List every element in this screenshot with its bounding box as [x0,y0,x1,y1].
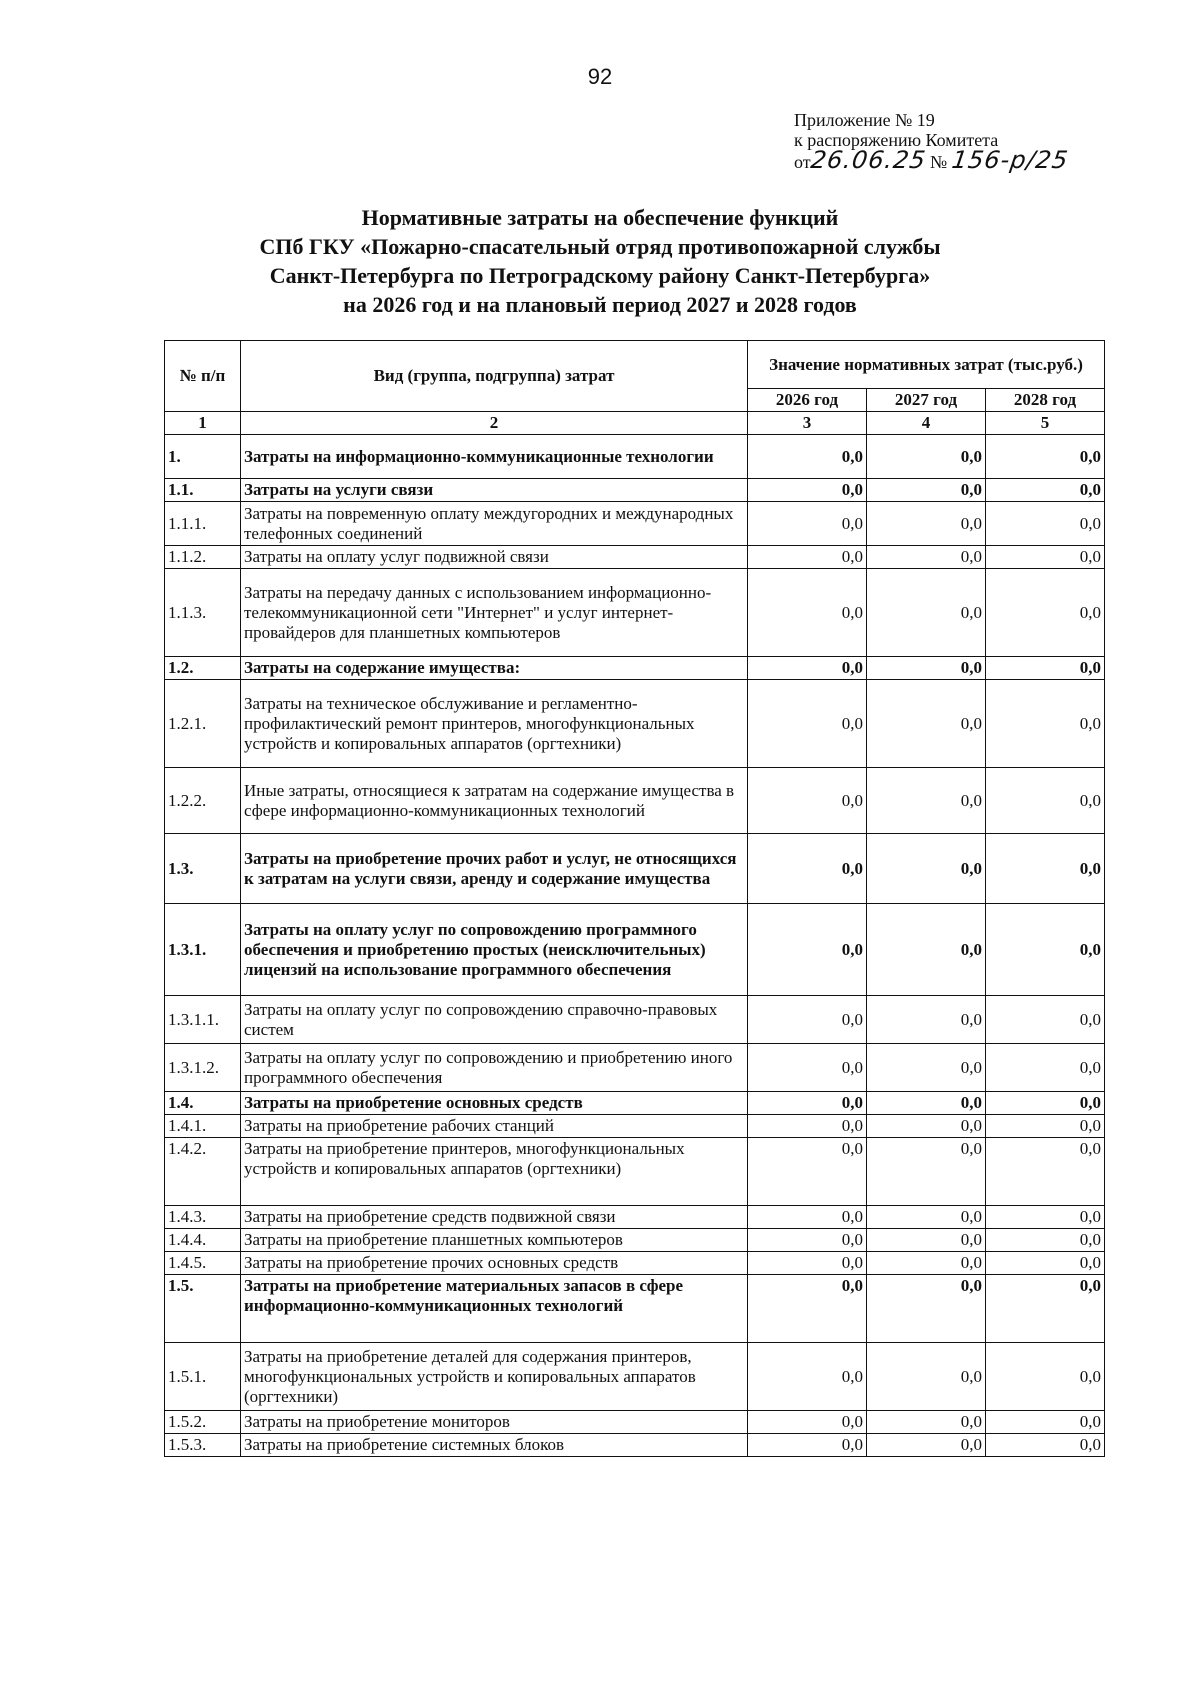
value-2028: 0,0 [986,768,1105,834]
value-2028: 0,0 [986,546,1105,569]
appendix-order-ref: к распоряжению Комитета [794,130,999,150]
title-line-1: Нормативные затраты на обеспечение функций [361,205,839,230]
table-row [165,569,1105,657]
table-row [165,1343,1105,1411]
value-2028: 0,0 [986,479,1105,502]
appendix-block [794,110,1068,172]
row-number: 1.1.3. [165,569,241,657]
value-2026: 0,0 [748,1206,867,1229]
value-2028: 0,0 [986,904,1105,996]
table-row [165,657,1105,680]
value-2026: 0,0 [748,834,867,904]
value-2026: 0,0 [748,1092,867,1115]
row-number: 1.4.4. [165,1229,241,1252]
value-2027: 0,0 [867,1044,986,1092]
row-name: Затраты на приобретение прочих работ и услуг, не относящихся к затратам на услуги связи, аренду и содержание имущества [241,834,748,904]
col-index: 3 [748,412,867,435]
value-2027: 0,0 [867,479,986,502]
value-2026: 0,0 [748,657,867,680]
row-name: Затраты на приобретение средств подвижной связи [241,1206,748,1229]
row-name: Затраты на приобретение рабочих станций [241,1115,748,1138]
row-name: Затраты на повременную оплату междугородних и международных телефонных соединений [241,502,748,546]
value-2028: 0,0 [986,1252,1105,1275]
value-2026: 0,0 [748,768,867,834]
table-row [165,1206,1105,1229]
row-name: Затраты на услуги связи [241,479,748,502]
row-number: 1.5.1. [165,1343,241,1411]
value-2026: 0,0 [748,904,867,996]
value-2027: 0,0 [867,1252,986,1275]
value-2027: 0,0 [867,1411,986,1434]
table-row [165,1044,1105,1092]
row-name: Затраты на оплату услуг подвижной связи [241,546,748,569]
table-row [165,546,1105,569]
row-number: 1.2.1. [165,680,241,768]
table-row [165,996,1105,1044]
value-2027: 0,0 [867,657,986,680]
value-2027: 0,0 [867,1138,986,1206]
value-2027: 0,0 [867,768,986,834]
value-2028: 0,0 [986,435,1105,479]
header-values: Значение нормативных затрат (тыс.руб.) [748,341,1105,389]
value-2027: 0,0 [867,904,986,996]
header-year-2027: 2027 год [867,389,986,412]
value-2028: 0,0 [986,1343,1105,1411]
value-2027: 0,0 [867,996,986,1044]
value-2027: 0,0 [867,1115,986,1138]
date-prefix: от [794,152,811,172]
row-number: 1.5.3. [165,1434,241,1457]
row-number: 1.3.1. [165,904,241,996]
value-2026: 0,0 [748,502,867,546]
table-row [165,1275,1105,1343]
row-name: Затраты на оплату услуг по сопровождению и приобретению иного программного обеспечения [241,1044,748,1092]
row-number: 1.3.1.1. [165,996,241,1044]
row-number: 1.3. [165,834,241,904]
value-2026: 0,0 [748,1343,867,1411]
value-2027: 0,0 [867,1343,986,1411]
table-row [165,768,1105,834]
costs-table [164,340,1105,1457]
table-row [165,904,1105,996]
value-2028: 0,0 [986,1275,1105,1343]
table-row [165,435,1105,479]
handwritten-date: 26.06.25 [808,146,928,174]
value-2026: 0,0 [748,546,867,569]
value-2028: 0,0 [986,834,1105,904]
table-row [165,680,1105,768]
row-name: Затраты на приобретение основных средств [241,1092,748,1115]
row-name: Затраты на приобретение материальных запасов в сфере информационно-коммуникационных технологий [241,1275,748,1343]
row-name: Затраты на оплату услуг по сопровождению справочно-правовых систем [241,996,748,1044]
row-name: Затраты на передачу данных с использованием информационно-телекоммуникационной сети "Интернет" и услуг интернет-провайдеров для планшетных компьютеров [241,569,748,657]
table-body [165,435,1105,1457]
value-2027: 0,0 [867,680,986,768]
row-name: Затраты на приобретение прочих основных средств [241,1252,748,1275]
col-index: 1 [165,412,241,435]
value-2027: 0,0 [867,435,986,479]
table-row [165,1138,1105,1206]
row-number: 1.1.2. [165,546,241,569]
value-2027: 0,0 [867,1434,986,1457]
value-2027: 0,0 [867,1229,986,1252]
handwritten-number: 156-р/25 [949,146,1070,174]
value-2028: 0,0 [986,569,1105,657]
col-index: 4 [867,412,986,435]
table-row [165,1434,1105,1457]
title-line-4: на 2026 год и на плановый период 2027 и 2028 годов [343,292,857,317]
table-row [165,834,1105,904]
value-2027: 0,0 [867,1206,986,1229]
value-2027: 0,0 [867,546,986,569]
value-2026: 0,0 [748,1229,867,1252]
header-num: № п/п [165,341,241,412]
value-2028: 0,0 [986,1229,1105,1252]
row-number: 1.4.5. [165,1252,241,1275]
row-number: 1.4.2. [165,1138,241,1206]
value-2026: 0,0 [748,680,867,768]
value-2026: 0,0 [748,1044,867,1092]
value-2028: 0,0 [986,1092,1105,1115]
row-name: Иные затраты, относящиеся к затратам на содержание имущества в сфере информационно-коммуникационных технологий [241,768,748,834]
row-name: Затраты на приобретение мониторов [241,1411,748,1434]
row-number: 1.4.3. [165,1206,241,1229]
table-row [165,502,1105,546]
value-2028: 0,0 [986,1434,1105,1457]
value-2026: 0,0 [748,479,867,502]
row-name: Затраты на техническое обслуживание и регламентно-профилактический ремонт принтеров, многофункциональных устройств и копировальных аппаратов (оргтехники) [241,680,748,768]
value-2026: 0,0 [748,996,867,1044]
title-line-2: СПб ГКУ «Пожарно-спасательный отряд противопожарной службы [259,234,941,259]
value-2026: 0,0 [748,1411,867,1434]
table-row [165,1115,1105,1138]
value-2026: 0,0 [748,1138,867,1206]
row-number: 1.3.1.2. [165,1044,241,1092]
value-2028: 0,0 [986,1206,1105,1229]
row-number: 1.2. [165,657,241,680]
value-2028: 0,0 [986,680,1105,768]
value-2028: 0,0 [986,657,1105,680]
document-title [150,203,1050,319]
table-row [165,1252,1105,1275]
value-2027: 0,0 [867,1275,986,1343]
row-number: 1.5.2. [165,1411,241,1434]
value-2027: 0,0 [867,569,986,657]
value-2026: 0,0 [748,1434,867,1457]
value-2028: 0,0 [986,1411,1105,1434]
table-row [165,479,1105,502]
value-2028: 0,0 [986,1115,1105,1138]
value-2026: 0,0 [748,1252,867,1275]
row-name: Затраты на оплату услуг по сопровождению программного обеспечения и приобретению простых (неисключительных) лицензий на использование программного обеспечения [241,904,748,996]
number-label: № [930,152,948,172]
value-2027: 0,0 [867,502,986,546]
table-row [165,1092,1105,1115]
row-name: Затраты на приобретение принтеров, многофункциональных устройств и копировальных аппаратов (оргтехники) [241,1138,748,1206]
value-2028: 0,0 [986,996,1105,1044]
col-index: 5 [986,412,1105,435]
row-name: Затраты на приобретение системных блоков [241,1434,748,1457]
appendix-date-number [794,146,1070,174]
row-name: Затраты на приобретение деталей для содержания принтеров, многофункциональных устройств и копировальных аппаратов (оргтехники) [241,1343,748,1411]
header-name: Вид (группа, подгруппа) затрат [241,341,748,412]
header-year-2026: 2026 год [748,389,867,412]
value-2028: 0,0 [986,1044,1105,1092]
appendix-title: Приложение № 19 [794,110,935,130]
row-name: Затраты на приобретение планшетных компьютеров [241,1229,748,1252]
row-name: Затраты на содержание имущества: [241,657,748,680]
value-2026: 0,0 [748,1115,867,1138]
col-index: 2 [241,412,748,435]
row-number: 1.1.1. [165,502,241,546]
value-2028: 0,0 [986,502,1105,546]
row-name: Затраты на информационно-коммуникационные технологии [241,435,748,479]
row-number: 1.1. [165,479,241,502]
header-year-2028: 2028 год [986,389,1105,412]
table-row [165,1411,1105,1434]
row-number: 1.2.2. [165,768,241,834]
row-number: 1.5. [165,1275,241,1343]
value-2026: 0,0 [748,435,867,479]
row-number: 1.4.1. [165,1115,241,1138]
value-2026: 0,0 [748,1275,867,1343]
value-2027: 0,0 [867,834,986,904]
value-2027: 0,0 [867,1092,986,1115]
title-line-3: Санкт-Петербурга по Петроградскому району Санкт-Петербурга» [269,263,931,288]
value-2026: 0,0 [748,569,867,657]
row-number: 1. [165,435,241,479]
row-number: 1.4. [165,1092,241,1115]
table-row [165,1229,1105,1252]
page-number: 92 [587,64,613,89]
value-2028: 0,0 [986,1138,1105,1206]
